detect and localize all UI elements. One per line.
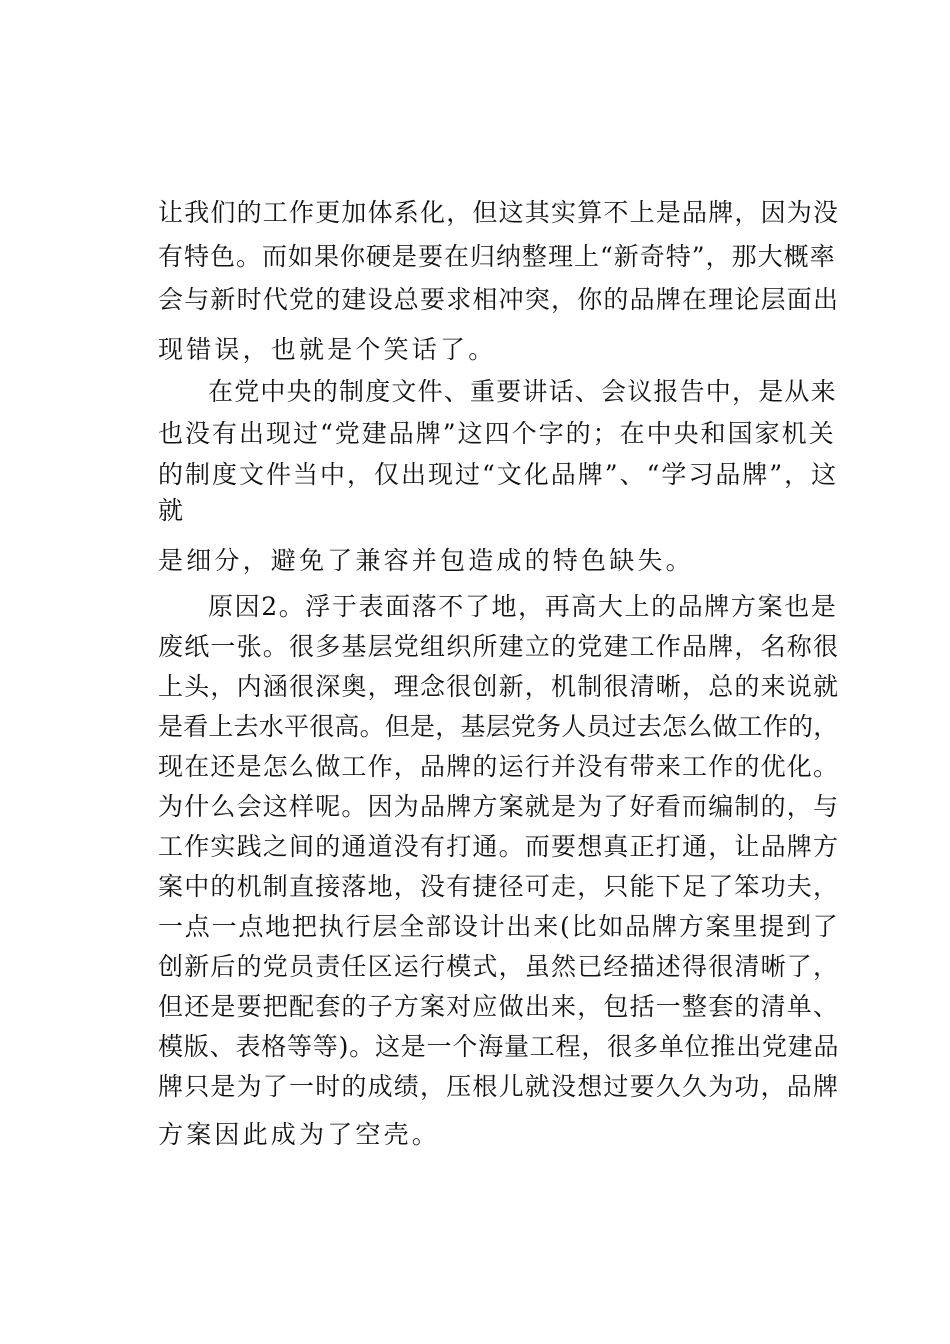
text-line: 在党中央的制度文件、重要讲话、会议报告中，是从来 — [208, 377, 837, 406]
text-line: 会与新时代党的建设总要求相冲突，你的品牌在理论层面出 — [158, 285, 840, 314]
text-line: 创新后的党员责任区运行模式，虽然已经描述得很清晰了， — [158, 952, 840, 981]
text-line: 的制度文件当中，仅出现过“文化品牌”、“学习品牌”，这 — [158, 460, 839, 489]
text-line: 让我们的工作更加体系化，但这其实算不上是品牌，因为没 — [158, 198, 840, 227]
text-line: 方案因此成为了空壳。 — [158, 1120, 441, 1149]
text-line: 有特色。而如果你硬是要在归纳整理上“新奇特”，那大概率 — [158, 242, 836, 271]
text-line: 但还是要把配套的子方案对应做出来，包括一整套的清单、 — [158, 992, 840, 1021]
text-line: 为什么会这样呢。因为品牌方案就是为了好看而编制的，与 — [158, 792, 840, 821]
text-line: 案中的机制直接落地，没有捷径可走，只能下足了笨功夫， — [158, 872, 840, 901]
text-line: 牌只是为了一时的成绩，压根儿就没想过要久久为功，品牌 — [158, 1072, 840, 1101]
text-line: 原因2。浮于表面落不了地，再高大上的品牌方案也是 — [208, 592, 838, 621]
text-line: 也没有出现过“党建品牌”这四个字的；在中央和国家机关 — [158, 419, 836, 448]
text-line: 是细分，避免了兼容并包造成的特色缺失。 — [158, 546, 694, 575]
text-line: 一点一点地把执行层全部设计出来(比如品牌方案里提到了 — [158, 912, 840, 941]
text-line: 现错误，也就是个笑话了。 — [158, 335, 497, 364]
text-line: 现在还是怎么做工作，品牌的运行并没有带来工作的优化。 — [158, 752, 840, 781]
text-line: 是看上去水平很高。但是，基层党务人员过去怎么做工作的， — [158, 712, 839, 741]
text-line: 工作实践之间的通道没有打通。而要想真正打通，让品牌方 — [158, 832, 840, 861]
text-line: 上头，内涵很深奥，理念很创新，机制很清晰，总的来说就 — [158, 672, 840, 701]
text-line: 模版、表格等等)。这是一个海量工程，很多单位推出党建品 — [158, 1032, 840, 1061]
text-line: 废纸一张。很多基层党组织所建立的党建工作品牌，名称很 — [158, 632, 840, 661]
text-line: 就 — [158, 496, 187, 525]
